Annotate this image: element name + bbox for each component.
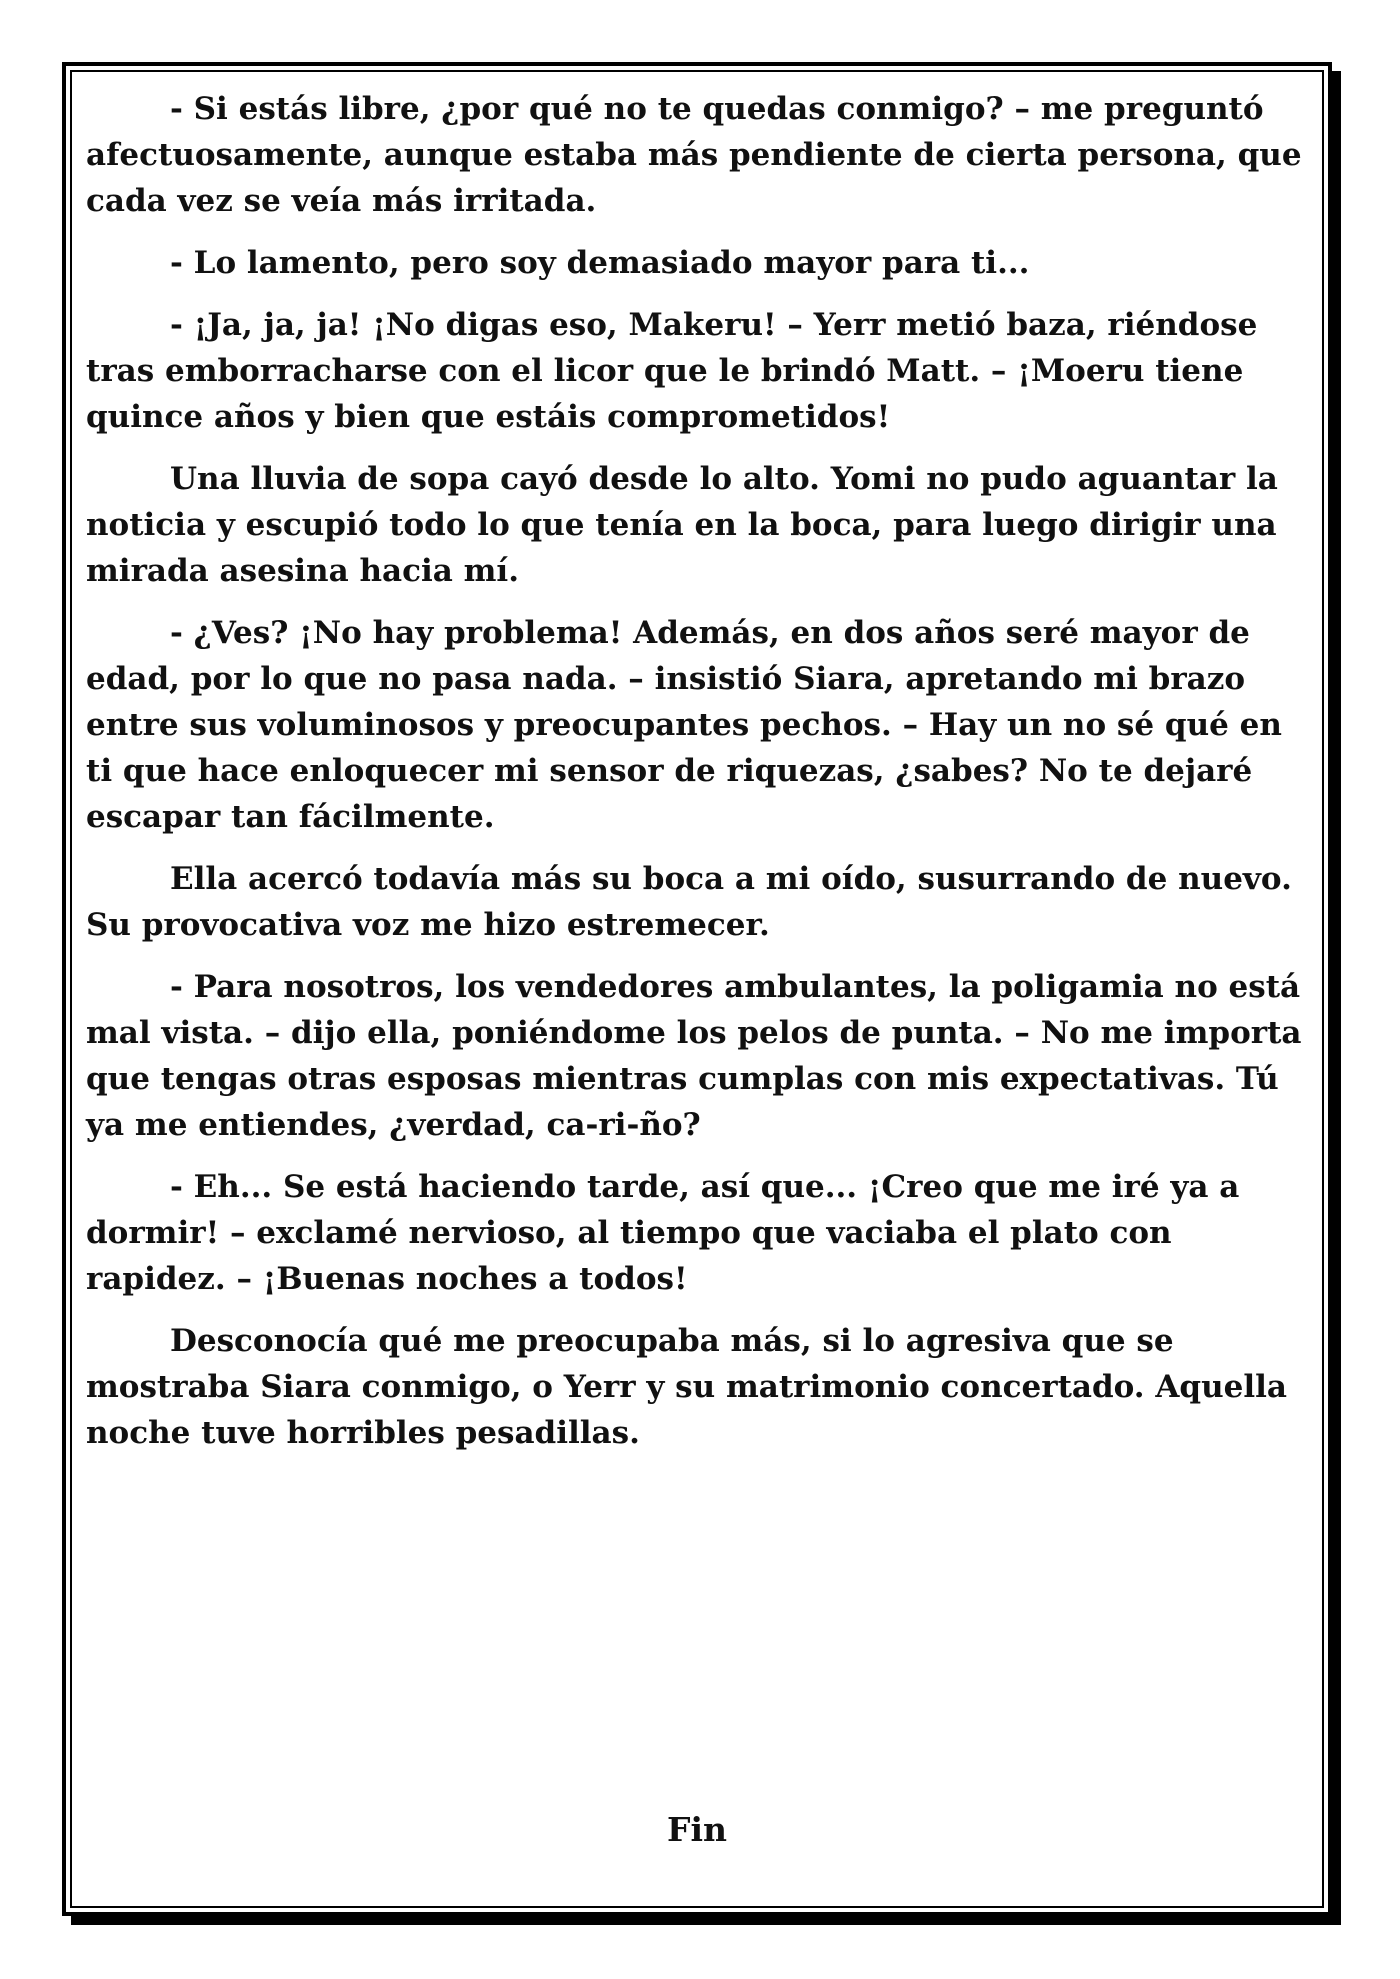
paragraph: - Lo lamento, pero soy demasiado mayor para ti... bbox=[170, 245, 1030, 281]
paragraph: - Para nosotros, los vendedores ambulantes, la poligamia no está mal vista. – dijo ella, poniéndome los pelos de punta. – No me importa que tengas otras esposas mientras cumplas con mis expectativas. Tú ya me entiendes, ¿verdad, ca-ri-ño? bbox=[86, 969, 1302, 1143]
paragraph: Desconocía qué me preocupaba más, si lo agresiva que se mostraba Siara conmigo, o Yerr y su matrimonio concertado. Aquella noche tuve horribles pesadillas. bbox=[86, 1323, 1287, 1451]
paragraph: - Eh... Se está haciendo tarde, así que... ¡Creo que me iré ya a dormir! – exclamé nervioso, al tiempo que vaciaba el plato con rapidez. – ¡Buenas noches a todos! bbox=[86, 1169, 1240, 1297]
ending-label: Fin bbox=[667, 1810, 727, 1849]
paragraph: Una lluvia de sopa cayó desde lo alto. Yomi no pudo aguantar la noticia y escupió todo lo que tenía en la boca, para luego dirigir una mirada asesina hacia mí. bbox=[86, 461, 1278, 589]
page-frame bbox=[62, 62, 1332, 1916]
paragraph: Ella acercó todavía más su boca a mi oído, susurrando de nuevo. Su provocativa voz me hizo estremecer. bbox=[86, 861, 1292, 943]
text-body bbox=[86, 86, 1316, 1472]
paragraph: - ¿Ves? ¡No hay problema! Además, en dos años seré mayor de edad, por lo que no pasa nada. – insistió Siara, apretando mi brazo entre sus voluminosos y preocupantes pechos. – Hay un no sé qué en ti que hace enloquecer mi sensor de riquezas, ¿sabes? No te dejaré escapar tan fácilmente. bbox=[86, 615, 1282, 835]
paragraph: - Si estás libre, ¿por qué no te quedas conmigo? – me preguntó afectuosamente, aunque estaba más pendiente de cierta persona, que cada vez se veía más irritada. bbox=[86, 91, 1302, 219]
paragraph: - ¡Ja, ja, ja! ¡No digas eso, Makeru! – Yerr metió baza, riéndose tras emborracharse con el licor que le brindó Matt. – ¡Moeru tiene quince años y bien que estáis comprometidos! bbox=[86, 307, 1258, 435]
